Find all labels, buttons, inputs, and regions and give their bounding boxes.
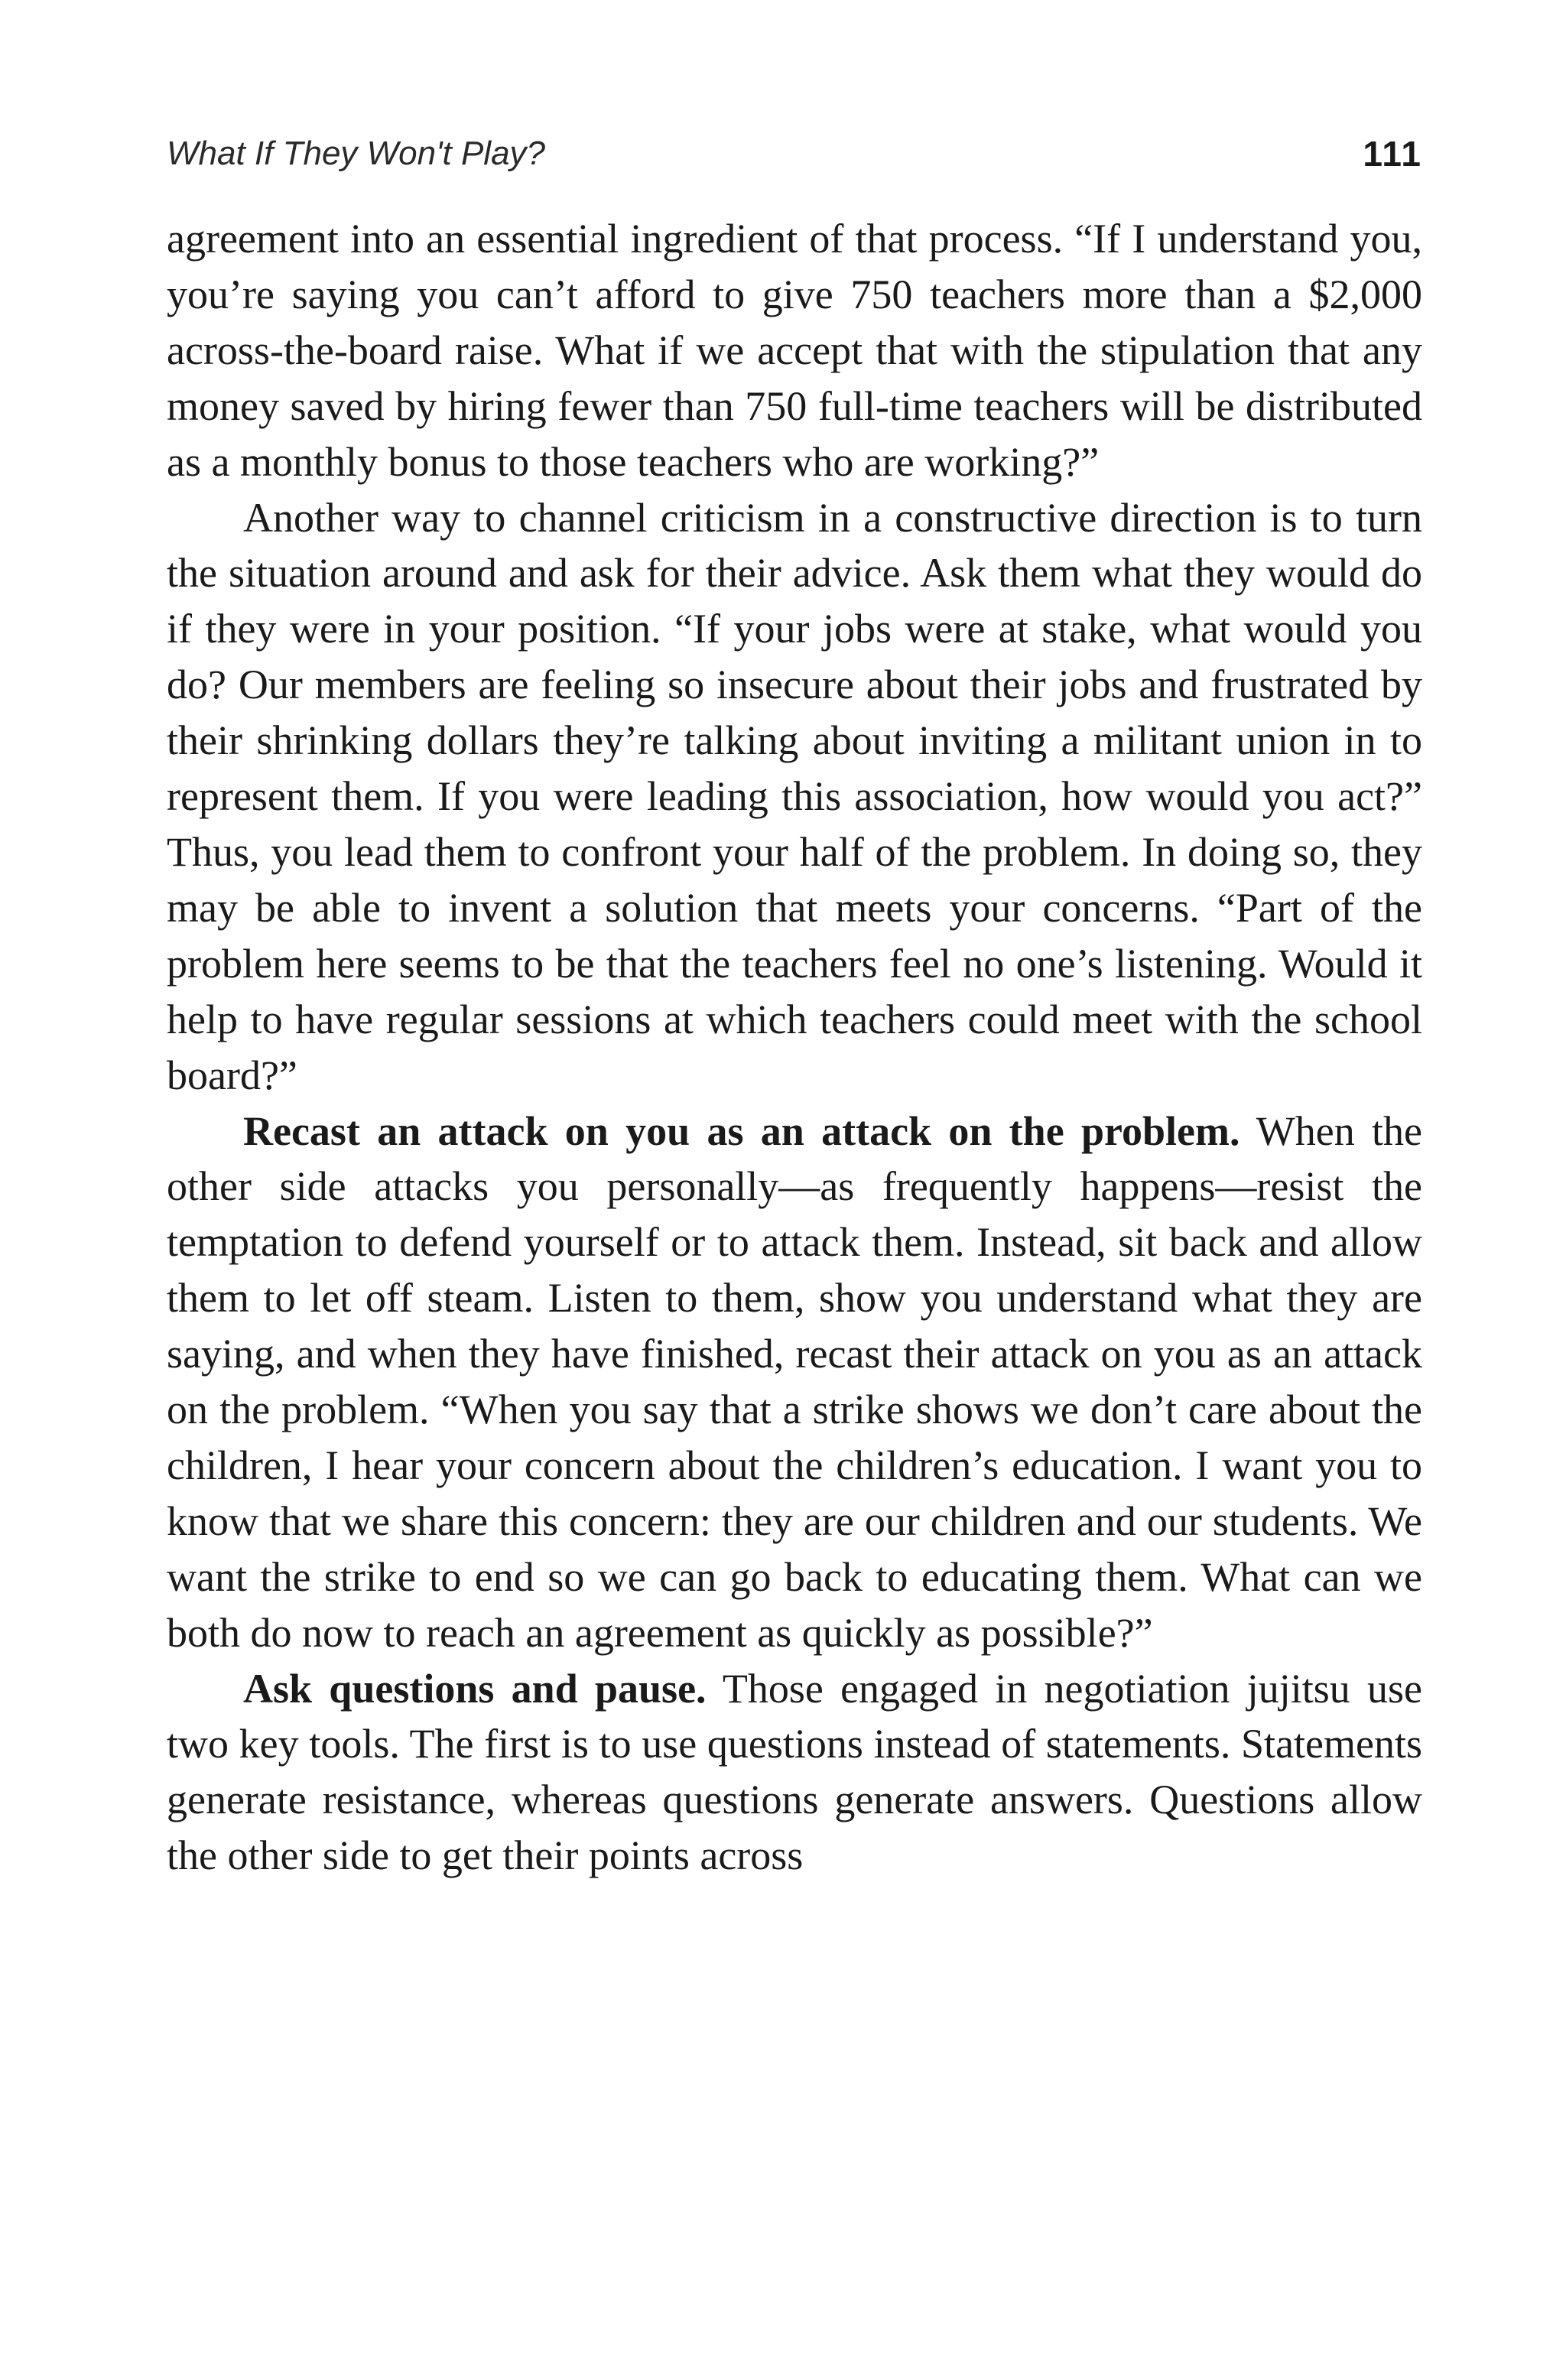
page-number: 111 [1363, 134, 1422, 174]
page-header [167, 127, 1422, 180]
paragraph-text: Another way to channel criticism in a constructive direction is to turn the situation around and ask for their advice. Ask them what they would do if they were in your position. “If your jobs were at stake, what would you do? Our members are feeling so insecure about their jobs and frustrated by their shrinking dollars they’re talking about inviting a militant union in to represent them. If you were leading this association, how would you act?” Thus, you lead them to confront your half of the problem. In doing so, they may be able to invent a solution that meets your concerns. “Part of the problem here seems to be that the teachers feel no one’s listening. Would it help to have regular sessions at which teachers could meet with the school board?” [167, 494, 1422, 1098]
run-in-heading: Recast an attack on you as an attack on the problem. [243, 1107, 1240, 1154]
running-head: What If They Won't Play? [167, 135, 546, 172]
paragraph-recast-attack [167, 1104, 1422, 1661]
body-text [167, 211, 1422, 1884]
paragraph-text: When the other side attacks you personally—as frequently happens—resist the temptation to defend yourself or to attack them. Instead, sit back and allow them to let off steam. Listen to them, show you understand what they are saying, and when they have finished, recast their attack on you as an attack on the problem. “When you say that a strike shows we don’t care about the children, I hear your concern about the children’s education. I want you to know that we share this concern: they are our children and our students. We want the strike to end so we can go back to educating them. What can we both do now to reach an agreement as quickly as possible?” [167, 1107, 1423, 1656]
paragraph-ask-questions [167, 1661, 1422, 1884]
paragraph-channel-criticism [167, 490, 1422, 1104]
paragraph-text: Those engaged in negotiation jujitsu use two key tools. The first is to use questions instead of statements. Statements generate resistance, whereas questions generate answers. Questions allow the other side to get their points across [167, 1665, 1423, 1879]
run-in-heading: Ask questions and pause. [243, 1665, 707, 1712]
paragraph-text: agreement into an essential ingredient of that process. “If I understand you, you’re saying you can’t afford to give 750 teachers more than a $2,000 across-the-board raise. What if we accept that with the stipulation that any money saved by hiring fewer than 750 full-time teachers will be distributed as a monthly bonus to those teachers who are working?” [167, 216, 1422, 485]
paragraph-agreement-continuation [167, 211, 1422, 490]
